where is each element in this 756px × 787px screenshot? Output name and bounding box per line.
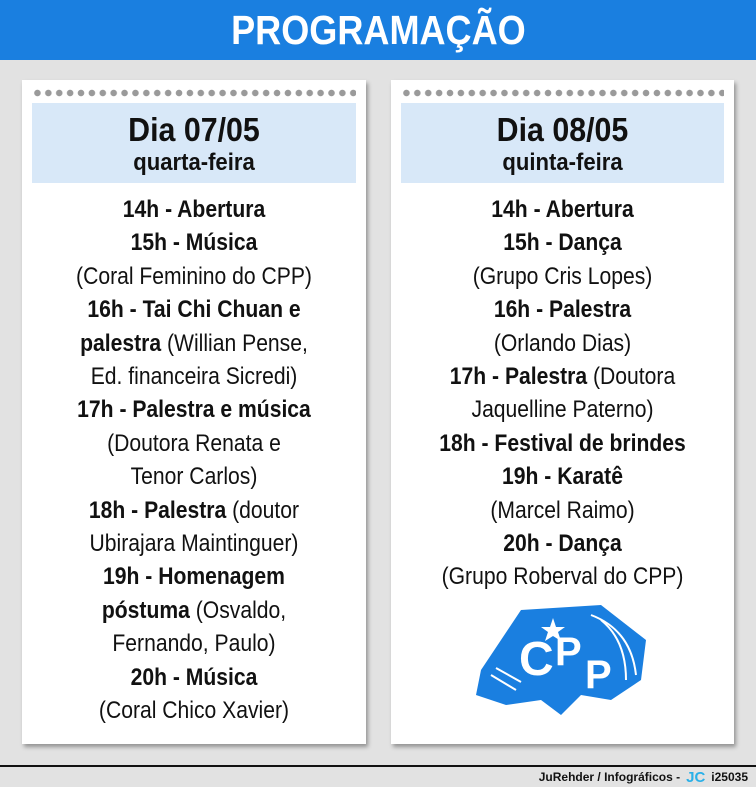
schedule-line xyxy=(412,427,714,460)
footer-credit xyxy=(539,768,748,786)
event-title: 20h - Dança xyxy=(503,530,622,558)
event-title: 17h - Palestra xyxy=(449,363,588,391)
cpp-logo-icon xyxy=(461,600,661,725)
schedule-line xyxy=(43,427,346,460)
day-weekday: quarta-feira xyxy=(133,149,255,176)
schedule-line xyxy=(43,226,346,259)
schedule-line xyxy=(412,527,714,560)
schedule-line xyxy=(412,494,714,527)
schedule-list xyxy=(391,193,734,594)
header-bar xyxy=(0,0,756,60)
event-title: 14h - Abertura xyxy=(491,196,634,223)
schedule-line xyxy=(412,460,714,493)
day-card-2 xyxy=(391,80,734,744)
code-text: i25035 xyxy=(711,770,748,784)
event-title: 20h - Música xyxy=(130,663,258,691)
schedule-line xyxy=(43,694,346,727)
event-detail: (Grupo Cris Lopes) xyxy=(472,262,653,290)
schedule-line xyxy=(43,594,346,627)
logo-letter-p1: P xyxy=(555,630,582,674)
event-detail: Tenor Carlos) xyxy=(130,463,258,491)
credit-text: JuRehder / Infográficos - xyxy=(538,770,681,784)
schedule-line xyxy=(43,661,346,694)
event-title: 14h - Abertura xyxy=(122,196,266,223)
day-header xyxy=(401,103,724,183)
event-title: 16h - Palestra xyxy=(493,296,632,324)
event-title: 18h - Festival de brindes xyxy=(439,429,686,457)
day-card-1 xyxy=(22,80,366,744)
event-detail: Fernando, Paulo) xyxy=(112,630,276,658)
schedule-line xyxy=(43,527,346,560)
event-detail: (Marcel Raimo) xyxy=(490,496,635,524)
dots-divider xyxy=(401,89,724,97)
schedule-list xyxy=(22,193,366,728)
event-detail: Ubirajara Maintinguer) xyxy=(89,530,299,558)
event-title: 18h - Palestra xyxy=(88,496,227,524)
event-detail: (Grupo Roberval do CPP) xyxy=(441,563,684,591)
schedule-line xyxy=(43,627,346,660)
dots-divider xyxy=(32,89,356,97)
event-title: póstuma xyxy=(101,596,190,624)
event-detail: (Osvaldo, xyxy=(189,596,287,624)
schedule-line xyxy=(412,226,714,259)
schedule-line xyxy=(43,494,346,527)
logo-letter-p2: P xyxy=(585,653,612,697)
day-weekday: quinta-feira xyxy=(502,149,623,176)
event-detail: (doutor xyxy=(226,496,300,524)
event-title: 16h - Tai Chi Chuan e xyxy=(87,296,301,324)
schedule-line xyxy=(43,293,346,326)
event-detail: (Coral Feminino do CPP) xyxy=(76,262,312,290)
schedule-line xyxy=(43,260,346,293)
schedule-line xyxy=(43,560,346,593)
day-date: Dia 07/05 xyxy=(128,111,260,148)
event-detail: Ed. financeira Sicredi) xyxy=(90,363,298,391)
event-detail: (Doutora xyxy=(587,363,676,391)
schedule-line xyxy=(412,393,714,426)
day-header xyxy=(32,103,356,183)
schedule-line xyxy=(43,327,346,360)
event-detail: Jaquelline Paterno) xyxy=(471,396,654,424)
footer-divider xyxy=(0,765,756,767)
event-detail: (Orlando Dias) xyxy=(493,329,632,357)
page-title: PROGRAMAÇÃO xyxy=(230,6,526,53)
brand-mark: JC xyxy=(686,768,706,786)
event-title: palestra xyxy=(80,329,162,357)
event-title: 17h - Palestra e música xyxy=(77,396,311,424)
event-detail: (Coral Chico Xavier) xyxy=(98,697,290,725)
event-detail: (Willian Pense, xyxy=(161,329,308,357)
event-title: 19h - Homenagem xyxy=(103,563,285,591)
schedule-line xyxy=(43,460,346,493)
schedule-line xyxy=(412,327,714,360)
schedule-line xyxy=(412,260,714,293)
schedule-line xyxy=(412,293,714,326)
schedule-line xyxy=(43,393,346,426)
logo-letter-c: C xyxy=(519,633,554,686)
day-date: Dia 08/05 xyxy=(496,111,629,148)
event-detail: (Doutora Renata e xyxy=(107,429,281,457)
event-title: 15h - Dança xyxy=(503,229,622,257)
schedule-line xyxy=(412,193,714,226)
event-title: 15h - Música xyxy=(130,229,258,257)
event-title: 19h - Karatê xyxy=(502,463,623,491)
schedule-line xyxy=(412,560,714,593)
schedule-line xyxy=(412,360,714,393)
schedule-line xyxy=(43,193,346,226)
schedule-line xyxy=(43,360,346,393)
